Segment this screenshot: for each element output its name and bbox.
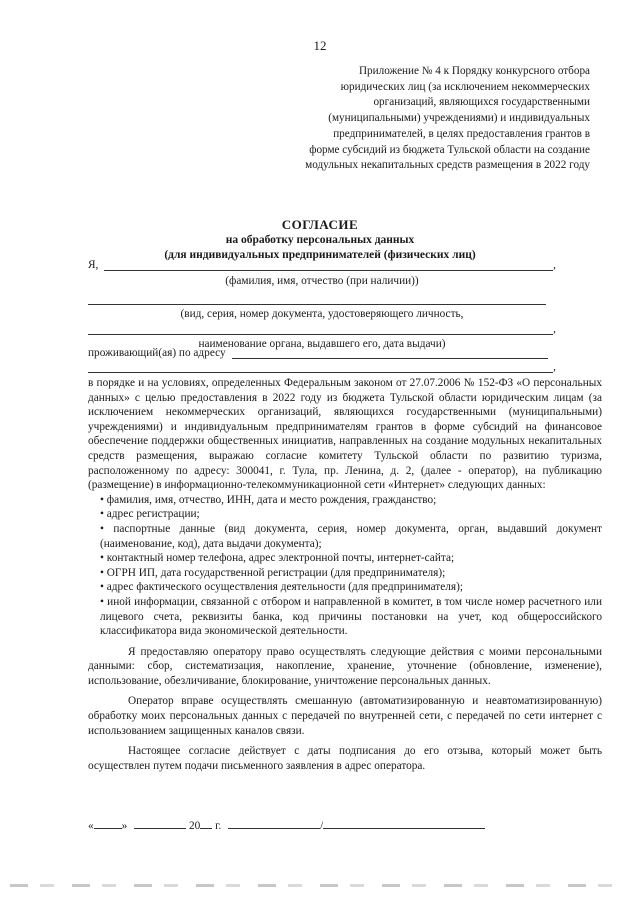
address-label: проживающий(ая) по адресу — [88, 347, 226, 359]
signature-row — [88, 818, 485, 832]
operator-paragraph: Оператор вправе осуществлять смешанную (автоматизированную и неавтоматизированную) обработку моих персональных данных с передачей по внутренней сети, с передачей по сети интернет с использованием защищенных каналов связи. — [88, 695, 602, 737]
document-row — [88, 292, 556, 320]
title-main: СОГЛАСИЕ — [281, 217, 359, 232]
list-item: • паспортные данные (вид документа, серия, номер документа, орган, выдавший документ (наименование, код), дата выдачи документа); — [100, 522, 602, 550]
title-subtitle-detail: (для индивидуальных предпринимателей (физических лиц) — [164, 249, 476, 261]
i-label: Я, — [88, 259, 99, 271]
issuer-hint: наименование органа, выдавшего его, дата выдачи) — [198, 338, 446, 350]
list-item: • фамилия, имя, отчество, ИНН, дата и место рождения, гражданство; — [100, 493, 437, 506]
comma: , — [553, 259, 556, 271]
list-item: • ОГРН ИП, дата государственной регистрации (для предпринимателя); — [100, 566, 446, 579]
consent-body — [88, 376, 602, 773]
list-item: • адрес фактического осуществления деятельности (для предпринимателя); — [100, 581, 463, 594]
open-quote: « — [88, 820, 94, 832]
appendix-line: форме субсидий из бюджета Тульской области на создание — [309, 143, 590, 156]
month-input-line[interactable] — [134, 818, 186, 829]
appendix-line: юридических лиц (за исключением некоммерческих — [340, 80, 590, 93]
day-input-line[interactable] — [94, 818, 122, 829]
document-input-line[interactable] — [88, 292, 546, 305]
fio-hint: (фамилия, имя, отчество (при наличии)) — [225, 275, 419, 287]
fio-input-line[interactable] — [104, 258, 553, 271]
name-input-line[interactable] — [323, 818, 485, 829]
appendix-line: модульных некапитальных средств размещения в 2022 году — [305, 159, 590, 172]
year-input-line[interactable] — [200, 818, 212, 829]
appendix-reference — [230, 64, 590, 174]
fio-row — [88, 258, 556, 287]
document-hint: (вид, серия, номер документа, удостоверяющего личность, — [180, 308, 464, 320]
scan-edge-artifact — [10, 884, 630, 887]
address-input-line[interactable] — [232, 346, 548, 359]
address-row — [88, 346, 556, 373]
title-subtitle: на обработку персональных данных — [225, 234, 415, 246]
rights-paragraph: Я предоставляю оператору право осуществлять следующие действия с моими персональными данными: сбор, систематизация, накопление, хранение, уточнение (обновление, изменение), использование, обезличивание, блокирование, уничтожение персональных данных. — [88, 645, 602, 687]
validity-paragraph: Настоящее согласие действует с даты подписания до его отзыва, который может быть осуществлен путем подачи письменного заявления в адрес оператора. — [88, 745, 602, 772]
document-title — [0, 216, 640, 263]
appendix-line: предпринимателей, в целях предоставления грантов в — [333, 127, 590, 140]
comma: , — [553, 323, 556, 335]
intro-paragraph: в порядке и на условиях, определенных Федеральным законом от 27.07.2006 № 152-ФЗ «О персональных данных» с целью предоставления в 2022 году из бюджета Тульской области юридическим лицам (за исключением некоммерческих организаций, являющихся государственными (муниципальными) учреждениями) и индивидуальным предпринимателям грантов в форме субсидий на финансовое обеспечение поддержки общественных инициатив, направленных на создание модульных некапитальных средств размещения, выражаю согласие комитету Тульской области по развитию туризма, расположенному по адресу: 300041, г. Тула, пр. Ленина, д. 2, (далее - оператор), на публикацию (размещение) в информационно-телекоммуникационной сети «Интернет» следующих данных: — [88, 377, 602, 492]
appendix-line: Приложение № 4 к Порядку конкурсного отбора — [358, 65, 590, 77]
page-number: 12 — [313, 38, 327, 53]
year-suffix: г. — [215, 820, 222, 832]
list-item: • контактный номер телефона, адрес электронной почты, интернет-сайта; — [100, 552, 455, 565]
year-prefix: 20 — [188, 820, 201, 832]
close-quote: » — [121, 820, 128, 832]
appendix-line: (муниципальными) учреждениями) и индивидуальных — [328, 112, 590, 125]
comma: , — [553, 361, 556, 373]
list-item: • иной информации, связанной с отбором и направленной в комитет, в том числе номер расчетного или лицевого счета, реквизиты банка, код причины постановки на учет, код общероссийского классификатора вида экономической деятельности. — [100, 595, 602, 638]
issuer-input-line[interactable] — [88, 322, 553, 335]
signature-slash: / — [320, 820, 324, 832]
signature-input-line[interactable] — [228, 818, 320, 829]
list-item: • адрес регистрации; — [100, 508, 200, 521]
appendix-line: организаций, являющихся государственными — [373, 96, 590, 109]
address-input-line-2[interactable] — [88, 362, 553, 373]
